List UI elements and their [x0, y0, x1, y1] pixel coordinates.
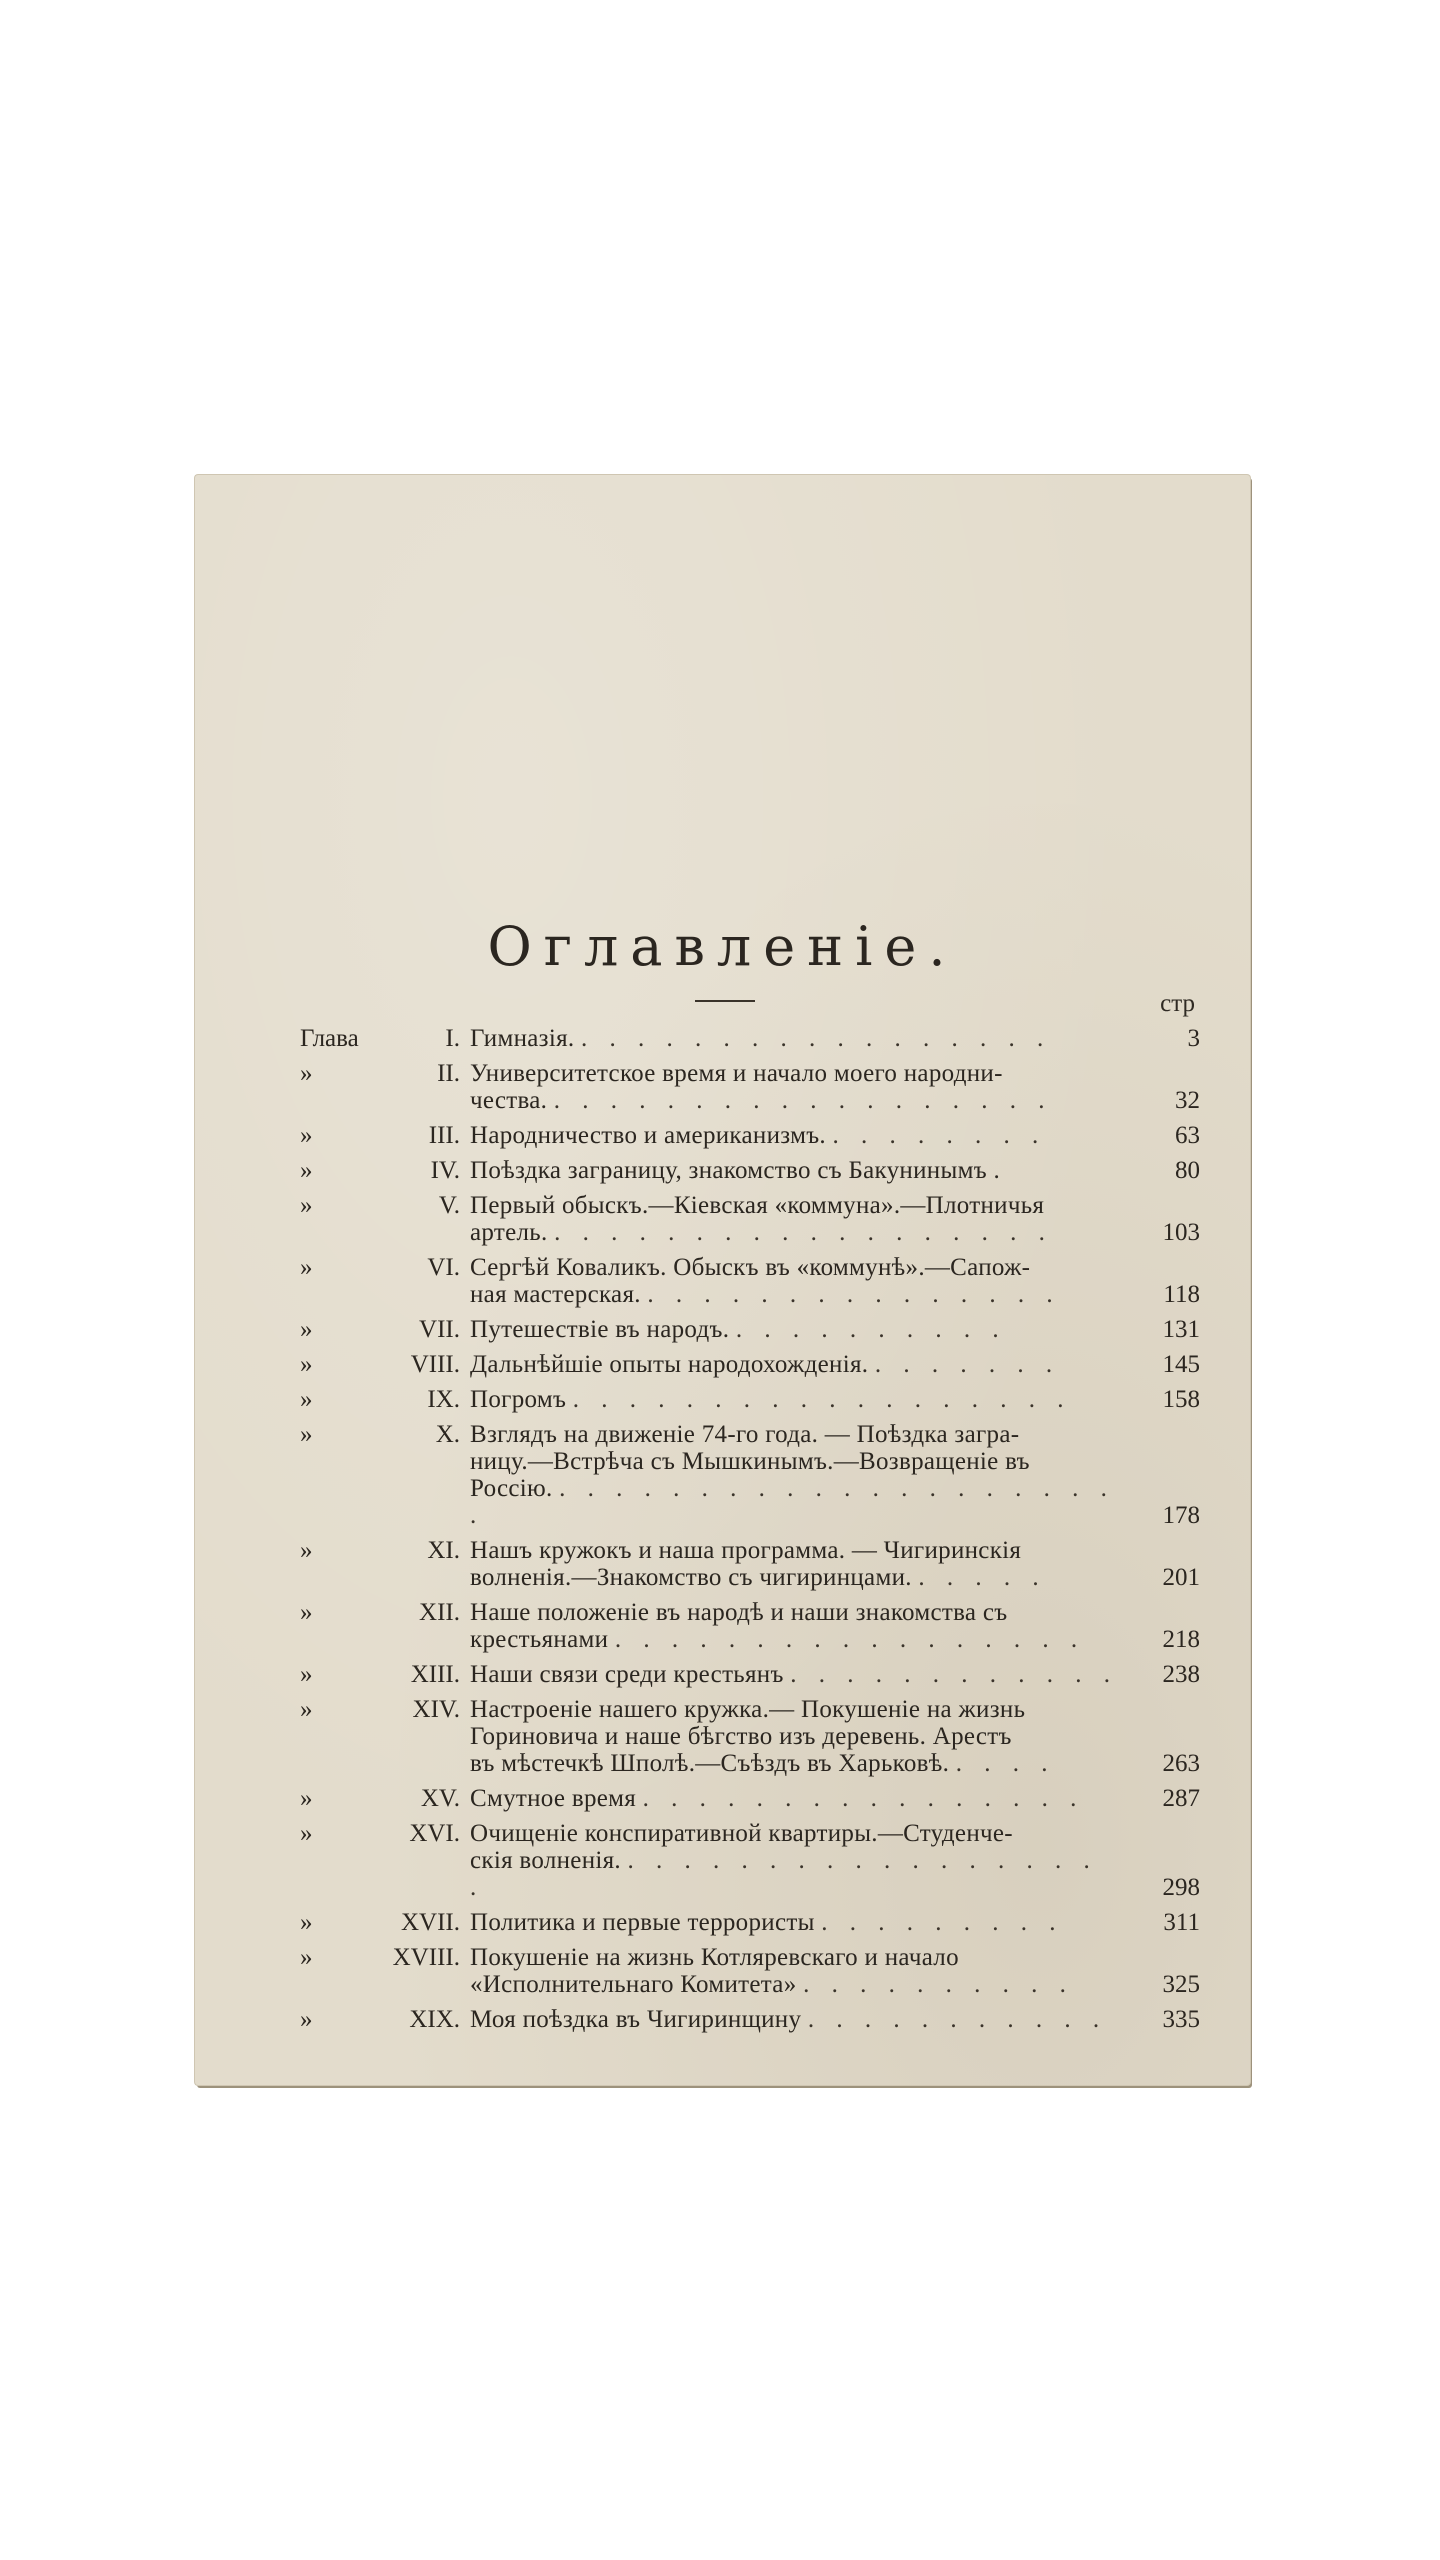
- toc-entry-chapter-number: III.: [428, 1122, 460, 1149]
- toc-entry-chapter-number: XIV.: [412, 1696, 460, 1723]
- toc-entry-page-number: 32: [1175, 1087, 1200, 1114]
- title-divider: [695, 1000, 755, 1002]
- page-title: Оглавленіе.: [487, 915, 958, 978]
- toc-entry-body: [470, 1537, 1120, 1591]
- toc-entry-leader-dots: . . . . . . . . . . . . . . . . .: [581, 1025, 1052, 1052]
- toc-entry-prefix: »: [300, 1599, 313, 1626]
- toc-entry-title: Первый обыскъ.—Кіевская «коммуна».—Плотничья артель.: [470, 1192, 1045, 1246]
- toc-entry-page-number: 311: [1163, 1909, 1200, 1936]
- toc-entry-body: [470, 1025, 1120, 1052]
- toc-entry-leader-dots: . . . . . . . . .: [821, 1909, 1064, 1936]
- toc-entry-chapter-number: VII.: [419, 1316, 460, 1343]
- toc-entry: [300, 1386, 1200, 1413]
- toc-entry-leader-dots: . . . . . . . . . . . . . . . . . .: [553, 1087, 1053, 1114]
- toc-entry-leader-dots: . . . . . . . . . .: [803, 1971, 1074, 1998]
- toc-entry-prefix: »: [300, 1254, 313, 1281]
- toc-entry: [300, 1661, 1200, 1688]
- toc-entry-body: [470, 1254, 1120, 1308]
- book-page: [195, 475, 1250, 2085]
- toc-entry-page-number: 103: [1162, 1219, 1200, 1246]
- toc-entry-page-number: 298: [1162, 1874, 1200, 1901]
- toc-entry-title: Поѣздка заграницу, знакомство съ Бакунинымъ .: [470, 1157, 1001, 1184]
- toc-entry-page-number: 145: [1162, 1351, 1200, 1378]
- toc-entry-title: Гимназія.: [470, 1025, 575, 1052]
- page-column-label: стр: [1160, 990, 1195, 1017]
- toc-entry-title: Настроеніе нашего кружка.— Покушеніе на жизнь Гориновича и наше бѣгство изъ деревень. Арестъ въ мѣстечкѣ Шполѣ.—Съѣздъ въ Харьковѣ.: [470, 1696, 1026, 1777]
- toc-entry-body: [470, 1192, 1120, 1246]
- toc-entry-prefix: »: [300, 1785, 313, 1812]
- toc-entry: [300, 1820, 1200, 1901]
- toc-entry: [300, 1316, 1200, 1343]
- toc-entry-title: Дальнѣйшіе опыты народохожденія.: [470, 1351, 869, 1378]
- toc-entry-title: Взглядъ на движеніе 74-го года. — Поѣздка загра- ницу.—Встрѣча съ Мышкинымъ.—Возвращеніе въ Россію.: [470, 1421, 1030, 1502]
- toc-entry-leader-dots: . . . . . . . . . . . . . . . .: [642, 1785, 1085, 1812]
- toc-entry-leader-dots: . . . . . . . . . . . . . . . . . .: [470, 1847, 1098, 1901]
- toc-entry-chapter-number: XVII.: [400, 1909, 460, 1936]
- toc-entry-chapter-number: XII.: [419, 1599, 460, 1626]
- toc-entry-body: [470, 1820, 1120, 1901]
- toc-entry-prefix: »: [300, 1316, 313, 1343]
- toc-entry-title: Народничество и американизмъ.: [470, 1122, 826, 1149]
- toc-entry: [300, 1192, 1200, 1246]
- toc-entry-body: [470, 1060, 1120, 1114]
- toc-entry-prefix: »: [300, 1351, 313, 1378]
- toc-entry: [300, 2006, 1200, 2033]
- toc-entry: [300, 1025, 1200, 1052]
- toc-entry-page-number: 118: [1163, 1281, 1200, 1308]
- toc-entry-chapter-number: XI.: [427, 1537, 460, 1564]
- toc-entry-prefix: »: [300, 1386, 313, 1413]
- toc-entry-chapter-number: XIX.: [409, 2006, 460, 2033]
- toc-entry-page-number: 178: [1162, 1502, 1200, 1529]
- toc-entry-chapter-number: VIII.: [410, 1351, 460, 1378]
- toc-entry-body: [470, 1157, 1120, 1184]
- toc-entry-page-number: 158: [1162, 1386, 1200, 1413]
- toc-entry: [300, 1909, 1200, 1936]
- toc-entry-leader-dots: . . . . . . . .: [832, 1122, 1047, 1149]
- toc-entry-leader-dots: . . . . . . . . . . . . . . . . . . . . .: [470, 1475, 1115, 1529]
- toc-entry-page-number: 287: [1162, 1785, 1200, 1812]
- toc-entry: [300, 1696, 1200, 1777]
- toc-entry-chapter-number: V.: [438, 1192, 460, 1219]
- toc-entry-leader-dots: . . . . . . . . . . .: [807, 2006, 1108, 2033]
- toc-entry: [300, 1351, 1200, 1378]
- toc-entry-body: [470, 1909, 1120, 1936]
- toc-entry-title: Смутное время: [470, 1785, 637, 1812]
- toc-entry-leader-dots: . . . . . . . . . . . . . . . . . .: [572, 1386, 1072, 1413]
- toc-entry-leader-dots: . . . . . . .: [874, 1351, 1061, 1378]
- toc-entry-body: [470, 1661, 1120, 1688]
- toc-entry-page-number: 201: [1162, 1564, 1200, 1591]
- toc-entry-body: [470, 1351, 1120, 1378]
- toc-entry-chapter-number: XVI.: [409, 1820, 460, 1847]
- toc-entry-title: Погромъ: [470, 1386, 567, 1413]
- toc-entry-leader-dots: . . . . . . . . . . . . . . .: [647, 1281, 1061, 1308]
- toc-entry-page-number: 335: [1162, 2006, 1200, 2033]
- toc-entry: [300, 1537, 1200, 1591]
- toc-entry-prefix: Глава: [300, 1025, 359, 1052]
- toc-entry: [300, 1785, 1200, 1812]
- toc-entry-body: [470, 1944, 1120, 1998]
- toc-entry-leader-dots: . . . . .: [918, 1564, 1047, 1591]
- toc-entry-title: Сергѣй Коваликъ. Обыскъ въ «коммунѣ».—Сапож- ная мастерская.: [470, 1254, 1031, 1308]
- toc-entry-body: [470, 1599, 1120, 1653]
- toc-entry-title: Покушеніе на жизнь Котляревскаго и начало «Исполнительнаго Комитета»: [470, 1944, 959, 1998]
- toc-entry: [300, 1157, 1200, 1184]
- toc-entry-page-number: 325: [1162, 1971, 1200, 1998]
- toc-entry-title: Политика и первые террористы: [470, 1909, 815, 1936]
- toc-entry-leader-dots: . . . . . . . . . . . . . . . . . .: [554, 1219, 1053, 1246]
- table-of-contents: [300, 1025, 1200, 2041]
- toc-entry-title: Моя поѣздка въ Чигиринщину: [470, 2006, 802, 2033]
- toc-entry-title: Нашъ кружокъ и наша программа. — Чигиринскія волненія.—Знакомство съ чигиринцами.: [470, 1537, 1022, 1591]
- toc-entry-prefix: »: [300, 1944, 313, 1971]
- toc-entry-page-number: 63: [1175, 1122, 1200, 1149]
- toc-entry-leader-dots: . . . . . . . . . . . .: [790, 1661, 1119, 1688]
- toc-entry-body: [470, 1122, 1120, 1149]
- toc-entry-prefix: »: [300, 1820, 313, 1847]
- toc-entry-prefix: »: [300, 1192, 313, 1219]
- toc-entry-body: [470, 1696, 1120, 1777]
- toc-entry-chapter-number: II.: [437, 1060, 460, 1087]
- toc-entry-prefix: »: [300, 1060, 313, 1087]
- toc-entry: [300, 1122, 1200, 1149]
- toc-entry-page-number: 238: [1162, 1661, 1200, 1688]
- toc-entry-prefix: »: [300, 1537, 313, 1564]
- toc-entry-body: [470, 1785, 1120, 1812]
- toc-entry-chapter-number: I.: [445, 1025, 460, 1052]
- toc-entry-chapter-number: XVIII.: [392, 1944, 460, 1971]
- toc-entry-page-number: 263: [1162, 1750, 1200, 1777]
- toc-entry-prefix: »: [300, 1696, 313, 1723]
- toc-entry-page-number: 3: [1187, 1025, 1200, 1052]
- toc-entry-leader-dots: . . . . . . . . . .: [735, 1316, 1007, 1343]
- toc-entry-page-number: 131: [1162, 1316, 1200, 1343]
- toc-entry-page-number: 80: [1175, 1157, 1200, 1184]
- toc-entry-prefix: »: [300, 1421, 313, 1448]
- toc-entry-prefix: »: [300, 1157, 313, 1184]
- toc-entry: [300, 1254, 1200, 1308]
- toc-entry-title: Наше положеніе въ народѣ и наши знакомства съ крестьянами: [470, 1599, 1008, 1653]
- toc-entry-title: Наши связи среди крестьянъ: [470, 1661, 784, 1688]
- toc-entry-title: Университетское время и начало моего народни- чества.: [470, 1060, 1003, 1114]
- toc-entry-body: [470, 1316, 1120, 1343]
- toc-entry: [300, 1599, 1200, 1653]
- toc-entry-chapter-number: VI.: [427, 1254, 460, 1281]
- toc-entry-body: [470, 1421, 1120, 1529]
- toc-entry: [300, 1421, 1200, 1529]
- toc-entry-leader-dots: . . . .: [955, 1750, 1056, 1777]
- toc-entry-chapter-number: XIII.: [410, 1661, 460, 1688]
- toc-entry-title: Очищеніе конспиративной квартиры.—Студенче- скія волненія.: [470, 1820, 1013, 1874]
- toc-entry-page-number: 218: [1162, 1626, 1200, 1653]
- toc-entry-prefix: »: [300, 2006, 313, 2033]
- toc-entry-chapter-number: XV.: [420, 1785, 460, 1812]
- toc-entry-chapter-number: X.: [435, 1421, 460, 1448]
- toc-entry-chapter-number: IV.: [430, 1157, 460, 1184]
- toc-entry-body: [470, 1386, 1120, 1413]
- toc-entry: [300, 1944, 1200, 1998]
- toc-entry-body: [470, 2006, 1120, 2033]
- toc-entry-prefix: »: [300, 1909, 313, 1936]
- toc-entry-prefix: »: [300, 1661, 313, 1688]
- toc-entry-prefix: »: [300, 1122, 313, 1149]
- toc-entry-title: Путешествіе въ народъ.: [470, 1316, 730, 1343]
- toc-entry-leader-dots: . . . . . . . . . . . . . . . . .: [614, 1626, 1086, 1653]
- toc-entry: [300, 1060, 1200, 1114]
- toc-entry-chapter-number: IX.: [427, 1386, 460, 1413]
